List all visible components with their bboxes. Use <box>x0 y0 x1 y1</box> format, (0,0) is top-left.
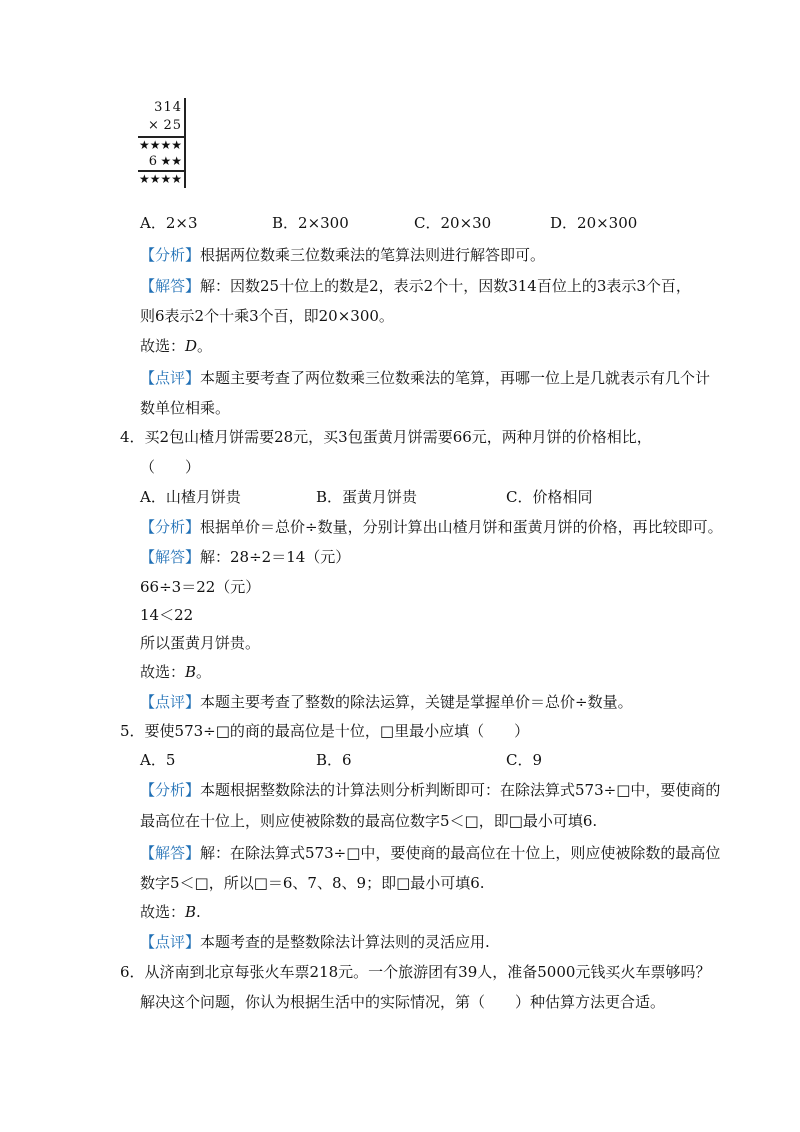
q4-stem-line-2: （ ） <box>140 458 201 476</box>
q4-choice-letter: B <box>185 663 197 681</box>
q4-analysis-tag: 【分析】 <box>140 518 201 536</box>
q4-answer-line-3: 所以蛋黄月饼贵。 <box>140 634 261 652</box>
q3-answer-tag: 【解答】 <box>140 277 201 295</box>
q3-option-a: A．2×3 <box>140 214 198 232</box>
top-number: 314 <box>154 100 182 115</box>
partial-product-2-stars: ★★ <box>160 154 182 168</box>
q3-choice-suffix: 。 <box>197 337 213 355</box>
q3-choice-prefix: 故选： <box>140 337 186 355</box>
q5-option-a: A．5 <box>140 751 176 769</box>
q5-choice-suffix: . <box>196 903 201 921</box>
vertical-multiplication-figure <box>138 98 186 188</box>
final-product: ★★★★ <box>138 172 182 186</box>
q4-choice <box>140 661 211 682</box>
q5-choice <box>140 901 201 922</box>
q4-answer-tag: 【解答】 <box>140 548 201 566</box>
q3-comment <box>140 367 710 388</box>
q5-option-c: C．9 <box>506 751 543 769</box>
q5-analysis-tag: 【分析】 <box>140 781 201 799</box>
q5-option-b: B．6 <box>316 751 352 769</box>
q5-analysis-line-1: 本题根据整数除法的计算法则分析判断即可：在除法算式573÷□中，要使商的 <box>200 781 721 799</box>
q4-option-b: B．蛋黄月饼贵 <box>316 488 418 506</box>
q5-choice-letter: B <box>185 903 197 921</box>
q4-answer-first: 解：28÷2＝14（元） <box>200 548 351 566</box>
q5-answer-line-1: 解：在除法算式573÷□中，要使商的最高位在十位上，则应使被除数的最高位 <box>200 844 721 862</box>
q5-comment <box>140 931 490 952</box>
q5-analysis <box>140 779 720 800</box>
q3-analysis <box>140 244 545 265</box>
q3-answer-line-1: 解：因数25十位上的数是2，表示2个十，因数314百位上的3表示3个百， <box>200 277 691 295</box>
partial-product-2-digit: 6 <box>148 154 158 169</box>
q4-option-a: A．山楂月饼贵 <box>140 488 241 506</box>
q3-answer-line-2: 则6表示2个十乘3个百，即20×300。 <box>140 307 394 325</box>
multiplier: 25 <box>163 118 182 133</box>
q5-analysis-line-2: 最高位在十位上，则应使被除数的最高位数字5＜□，即□最小可填6. <box>140 812 598 830</box>
q3-analysis-tag: 【分析】 <box>140 246 201 264</box>
q6-stem-line-2: 解决这个问题，你认为根据生活中的实际情况，第（ ）种估算方法更合适。 <box>140 993 666 1011</box>
q3-option-c: C．20×30 <box>414 214 492 232</box>
multiply-sign: × <box>148 118 160 133</box>
q3-option-b: B．2×300 <box>272 214 349 232</box>
q4-answer-line-2: 14＜22 <box>140 606 194 624</box>
q4-answer <box>140 546 350 567</box>
q4-choice-suffix: 。 <box>196 663 212 681</box>
q4-comment-tag: 【点评】 <box>140 693 201 711</box>
q5-choice-prefix: 故选： <box>140 903 186 921</box>
figure-right-border <box>184 98 186 188</box>
q5-answer-tag: 【解答】 <box>140 844 201 862</box>
q3-choice <box>140 335 212 356</box>
q4-choice-prefix: 故选： <box>140 663 186 681</box>
q4-analysis-text: 根据单价＝总价÷数量，分别计算出山楂月饼和蛋黄月饼的价格，再比较即可。 <box>200 518 723 536</box>
q4-stem-line-1: 4．买2包山楂月饼需要28元，买3包蛋黄月饼需要66元，两种月饼的价格相比， <box>120 428 652 446</box>
q6-stem-line-1: 6．从济南到北京每张火车票218元。一个旅游团有39人，准备5000元钱买火车票够吗？ <box>120 963 711 981</box>
q4-option-c: C．价格相同 <box>506 488 593 506</box>
q3-option-d: D．20×300 <box>550 214 638 232</box>
q4-answer-line-1: 66÷3＝22（元） <box>140 578 261 596</box>
q4-comment <box>140 691 633 712</box>
q5-answer <box>140 842 720 863</box>
q3-comment-line-1: 本题主要考查了两位数乘三位数乘法的笔算，再哪一位上是几就表示有几个计 <box>200 369 711 387</box>
q3-choice-letter: D <box>185 337 198 355</box>
q3-comment-tag: 【点评】 <box>140 369 201 387</box>
q4-comment-text: 本题主要考查了整数的除法运算，关键是掌握单价＝总价÷数量。 <box>200 693 633 711</box>
q3-comment-line-2: 数单位相乘。 <box>140 399 231 417</box>
q5-stem: 5．要使573÷□的商的最高位是十位，□里最小应填（ ） <box>120 722 530 740</box>
q3-analysis-text: 根据两位数乘三位数乘法的笔算法则进行解答即可。 <box>200 246 546 264</box>
q5-answer-line-2: 数字5＜□，所以□＝6、7、8、9；即□最小可填6. <box>140 874 485 892</box>
q5-comment-text: 本题考查的是整数除法计算法则的灵活应用. <box>200 933 490 951</box>
q4-analysis <box>140 516 723 537</box>
q3-answer <box>140 275 691 296</box>
partial-product-1: ★★★★ <box>138 138 182 152</box>
q5-comment-tag: 【点评】 <box>140 933 201 951</box>
